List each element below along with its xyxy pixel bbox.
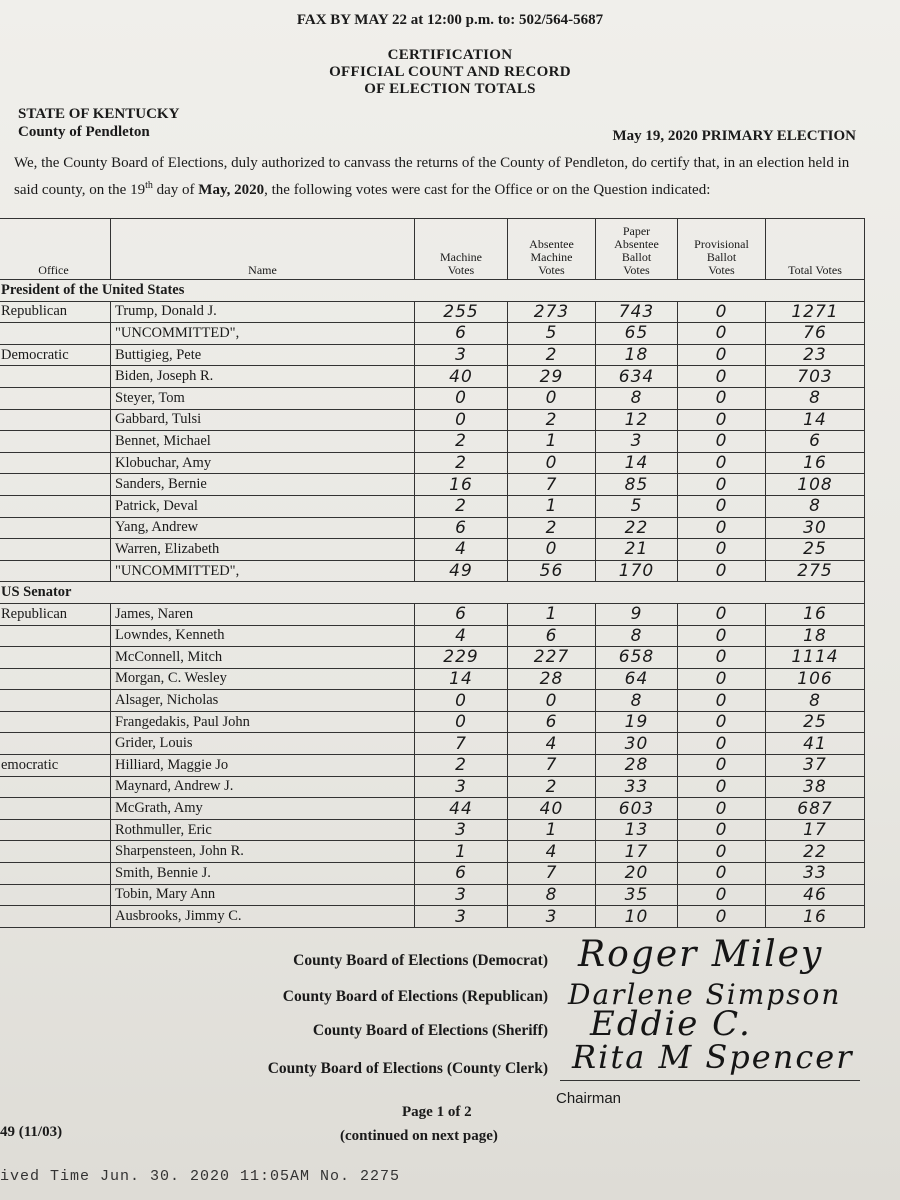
provisional-votes-cell: 0 <box>678 798 766 820</box>
signature-label-democrat: County Board of Elections (Democrat) <box>293 952 548 969</box>
table-row <box>0 776 865 798</box>
provisional-votes-cell: 0 <box>678 668 766 690</box>
candidate-name: Tobin, Mary Ann <box>111 884 415 906</box>
continued-note: (continued on next page) <box>340 1128 498 1144</box>
title-line-1: CERTIFICATION <box>387 47 513 63</box>
signature-county-clerk: Rita M Spencer <box>572 1038 854 1076</box>
absentee-machine-votes-cell: 3 <box>508 906 596 928</box>
provisional-votes-cell: 0 <box>678 409 766 431</box>
provisional-votes-cell: 0 <box>678 474 766 496</box>
paper-absentee-votes-cell: 8 <box>596 690 678 712</box>
party-cell <box>0 798 111 820</box>
party-cell: emocratic <box>0 755 111 777</box>
candidate-name: "UNCOMMITTED", <box>111 560 415 582</box>
provisional-votes-cell: 0 <box>678 733 766 755</box>
paper-absentee-votes-cell: 19 <box>596 711 678 733</box>
fax-instruction: FAX BY MAY 22 at 12:00 p.m. to: 502/564-5687 <box>296 12 604 28</box>
section-header-row <box>0 280 865 302</box>
table-row <box>0 387 865 409</box>
provisional-votes-cell: 0 <box>678 560 766 582</box>
paper-absentee-votes-cell: 64 <box>596 668 678 690</box>
absentee-machine-votes-cell: 0 <box>508 690 596 712</box>
title-line-3: OF ELECTION TOTALS <box>364 81 536 97</box>
total-votes-cell: 30 <box>766 517 865 539</box>
machine-votes-cell: 1 <box>415 841 508 863</box>
total-votes-cell: 41 <box>766 733 865 755</box>
party-cell <box>0 906 111 928</box>
absentee-machine-votes-cell: 4 <box>508 841 596 863</box>
table-row <box>0 625 865 647</box>
certification-statement <box>14 150 854 204</box>
paper-absentee-votes-cell: 28 <box>596 755 678 777</box>
machine-votes-cell: 6 <box>415 863 508 885</box>
table-row <box>0 301 865 323</box>
provisional-votes-cell: 0 <box>678 690 766 712</box>
absentee-machine-votes-cell: 1 <box>508 603 596 625</box>
paper-absentee-votes-cell: 18 <box>596 344 678 366</box>
candidate-name: Smith, Bennie J. <box>111 863 415 885</box>
machine-votes-cell: 16 <box>415 474 508 496</box>
absentee-machine-votes-cell: 6 <box>508 625 596 647</box>
absentee-machine-votes-cell: 2 <box>508 344 596 366</box>
state-name: STATE OF KENTUCKY <box>18 106 180 122</box>
provisional-votes-cell: 0 <box>678 387 766 409</box>
provisional-votes-cell: 0 <box>678 603 766 625</box>
total-votes-cell: 8 <box>766 495 865 517</box>
paper-absentee-votes-cell: 22 <box>596 517 678 539</box>
absentee-machine-votes-cell: 273 <box>508 301 596 323</box>
machine-votes-cell: 4 <box>415 625 508 647</box>
total-votes-cell: 76 <box>766 323 865 345</box>
absentee-machine-votes-cell: 227 <box>508 647 596 669</box>
machine-votes-cell: 2 <box>415 452 508 474</box>
table-row <box>0 863 865 885</box>
county-name: County of Pendleton <box>18 124 150 140</box>
absentee-machine-votes-cell: 29 <box>508 366 596 388</box>
party-cell <box>0 625 111 647</box>
paper-absentee-votes-cell: 3 <box>596 431 678 453</box>
absentee-machine-votes-cell: 7 <box>508 863 596 885</box>
absentee-machine-votes-cell: 28 <box>508 668 596 690</box>
total-votes-cell: 22 <box>766 841 865 863</box>
party-cell <box>0 539 111 561</box>
candidate-name: Rothmuller, Eric <box>111 819 415 841</box>
table-row <box>0 690 865 712</box>
table-row <box>0 603 865 625</box>
paper-absentee-votes-cell: 9 <box>596 603 678 625</box>
table-row <box>0 711 865 733</box>
absentee-machine-votes-cell: 1 <box>508 495 596 517</box>
provisional-votes-cell: 0 <box>678 344 766 366</box>
machine-votes-cell: 3 <box>415 906 508 928</box>
table-row <box>0 819 865 841</box>
party-cell <box>0 647 111 669</box>
total-votes-cell: 108 <box>766 474 865 496</box>
absentee-machine-votes-cell: 6 <box>508 711 596 733</box>
table-row <box>0 539 865 561</box>
election-name: May 19, 2020 PRIMARY ELECTION <box>612 128 856 144</box>
signature-sheriff: Eddie C. <box>590 1004 752 1044</box>
total-votes-cell: 23 <box>766 344 865 366</box>
absentee-machine-votes-cell: 7 <box>508 755 596 777</box>
total-votes-cell: 703 <box>766 366 865 388</box>
party-cell <box>0 560 111 582</box>
machine-votes-cell: 44 <box>415 798 508 820</box>
absentee-machine-votes-cell: 56 <box>508 560 596 582</box>
table-row <box>0 755 865 777</box>
signature-democrat: Roger Miley <box>578 934 824 975</box>
paper-absentee-votes-cell: 8 <box>596 387 678 409</box>
party-cell <box>0 452 111 474</box>
party-cell: Republican <box>0 603 111 625</box>
machine-votes-cell: 4 <box>415 539 508 561</box>
provisional-votes-cell: 0 <box>678 431 766 453</box>
signature-republican: Darlene Simpson <box>568 978 842 1011</box>
section-title: US Senator <box>0 582 865 604</box>
candidate-name: Hilliard, Maggie Jo <box>111 755 415 777</box>
party-cell <box>0 431 111 453</box>
party-cell <box>0 323 111 345</box>
machine-votes-cell: 229 <box>415 647 508 669</box>
paper-absentee-votes-cell: 35 <box>596 884 678 906</box>
paper-absentee-votes-cell: 17 <box>596 841 678 863</box>
party-cell <box>0 668 111 690</box>
vote-table-body <box>0 280 865 928</box>
total-votes-cell: 16 <box>766 603 865 625</box>
total-votes-cell: 38 <box>766 776 865 798</box>
header-absentee-machine-votes: Absentee Machine Votes <box>508 219 596 280</box>
table-row <box>0 452 865 474</box>
provisional-votes-cell: 0 <box>678 755 766 777</box>
machine-votes-cell: 3 <box>415 884 508 906</box>
absentee-machine-votes-cell: 8 <box>508 884 596 906</box>
table-row <box>0 409 865 431</box>
provisional-votes-cell: 0 <box>678 323 766 345</box>
paper-absentee-votes-cell: 12 <box>596 409 678 431</box>
party-cell <box>0 884 111 906</box>
machine-votes-cell: 0 <box>415 711 508 733</box>
total-votes-cell: 6 <box>766 431 865 453</box>
machine-votes-cell: 0 <box>415 690 508 712</box>
candidate-name: Morgan, C. Wesley <box>111 668 415 690</box>
candidate-name: Steyer, Tom <box>111 387 415 409</box>
total-votes-cell: 687 <box>766 798 865 820</box>
vote-totals-table <box>0 218 865 928</box>
machine-votes-cell: 2 <box>415 431 508 453</box>
machine-votes-cell: 6 <box>415 517 508 539</box>
absentee-machine-votes-cell: 2 <box>508 409 596 431</box>
machine-votes-cell: 40 <box>415 366 508 388</box>
provisional-votes-cell: 0 <box>678 841 766 863</box>
total-votes-cell: 1114 <box>766 647 865 669</box>
total-votes-cell: 8 <box>766 690 865 712</box>
candidate-name: Biden, Joseph R. <box>111 366 415 388</box>
total-votes-cell: 25 <box>766 539 865 561</box>
table-row <box>0 431 865 453</box>
candidate-name: McConnell, Mitch <box>111 647 415 669</box>
statement-month: May, 2020 <box>198 182 265 198</box>
party-cell: Democratic <box>0 344 111 366</box>
table-row <box>0 798 865 820</box>
paper-absentee-votes-cell: 658 <box>596 647 678 669</box>
table-row <box>0 517 865 539</box>
table-row <box>0 560 865 582</box>
form-number: 49 (11/03) <box>0 1124 63 1140</box>
signature-label-county-clerk: County Board of Elections (County Clerk) <box>267 1060 548 1077</box>
machine-votes-cell: 3 <box>415 344 508 366</box>
total-votes-cell: 17 <box>766 819 865 841</box>
total-votes-cell: 37 <box>766 755 865 777</box>
paper-absentee-votes-cell: 743 <box>596 301 678 323</box>
total-votes-cell: 16 <box>766 452 865 474</box>
provisional-votes-cell: 0 <box>678 884 766 906</box>
total-votes-cell: 18 <box>766 625 865 647</box>
party-cell <box>0 474 111 496</box>
provisional-votes-cell: 0 <box>678 776 766 798</box>
candidate-name: Lowndes, Kenneth <box>111 625 415 647</box>
statement-text-2: day of <box>152 182 199 198</box>
machine-votes-cell: 6 <box>415 603 508 625</box>
absentee-machine-votes-cell: 1 <box>508 819 596 841</box>
candidate-name: Patrick, Deval <box>111 495 415 517</box>
header-name: Name <box>111 219 415 280</box>
candidate-name: Bennet, Michael <box>111 431 415 453</box>
table-row <box>0 323 865 345</box>
absentee-machine-votes-cell: 0 <box>508 539 596 561</box>
absentee-machine-votes-cell: 4 <box>508 733 596 755</box>
provisional-votes-cell: 0 <box>678 539 766 561</box>
paper-absentee-votes-cell: 20 <box>596 863 678 885</box>
paper-absentee-votes-cell: 65 <box>596 323 678 345</box>
table-row <box>0 474 865 496</box>
candidate-name: Frangedakis, Paul John <box>111 711 415 733</box>
header-paper-absentee-votes: Paper Absentee Ballot Votes <box>596 219 678 280</box>
provisional-votes-cell: 0 <box>678 819 766 841</box>
paper-absentee-votes-cell: 13 <box>596 819 678 841</box>
page-number: Page 1 of 2 <box>402 1104 472 1120</box>
provisional-votes-cell: 0 <box>678 495 766 517</box>
absentee-machine-votes-cell: 0 <box>508 387 596 409</box>
party-cell <box>0 495 111 517</box>
table-row <box>0 647 865 669</box>
table-row <box>0 884 865 906</box>
total-votes-cell: 33 <box>766 863 865 885</box>
party-cell <box>0 387 111 409</box>
chairman-label: Chairman <box>556 1090 622 1107</box>
fax-received-stamp: ived Time Jun. 30. 2020 11:05AM No. 2275 <box>0 1168 401 1185</box>
statement-superscript: th <box>145 180 153 191</box>
party-cell <box>0 776 111 798</box>
absentee-machine-votes-cell: 2 <box>508 776 596 798</box>
candidate-name: Yang, Andrew <box>111 517 415 539</box>
total-votes-cell: 14 <box>766 409 865 431</box>
header-total-votes: Total Votes <box>766 219 865 280</box>
paper-absentee-votes-cell: 170 <box>596 560 678 582</box>
party-cell <box>0 819 111 841</box>
machine-votes-cell: 3 <box>415 776 508 798</box>
absentee-machine-votes-cell: 1 <box>508 431 596 453</box>
machine-votes-cell: 255 <box>415 301 508 323</box>
candidate-name: Grider, Louis <box>111 733 415 755</box>
provisional-votes-cell: 0 <box>678 452 766 474</box>
machine-votes-cell: 7 <box>415 733 508 755</box>
paper-absentee-votes-cell: 85 <box>596 474 678 496</box>
signature-label-republican: County Board of Elections (Republican) <box>282 988 548 1005</box>
candidate-name: Klobuchar, Amy <box>111 452 415 474</box>
total-votes-cell: 16 <box>766 906 865 928</box>
party-cell <box>0 841 111 863</box>
paper-absentee-votes-cell: 14 <box>596 452 678 474</box>
paper-absentee-votes-cell: 30 <box>596 733 678 755</box>
header-machine-votes: Machine Votes <box>415 219 508 280</box>
candidate-name: James, Naren <box>111 603 415 625</box>
provisional-votes-cell: 0 <box>678 906 766 928</box>
candidate-name: Trump, Donald J. <box>111 301 415 323</box>
table-row <box>0 344 865 366</box>
paper-absentee-votes-cell: 21 <box>596 539 678 561</box>
machine-votes-cell: 6 <box>415 323 508 345</box>
machine-votes-cell: 49 <box>415 560 508 582</box>
table-row <box>0 366 865 388</box>
table-row <box>0 841 865 863</box>
absentee-machine-votes-cell: 40 <box>508 798 596 820</box>
machine-votes-cell: 0 <box>415 387 508 409</box>
table-row <box>0 906 865 928</box>
machine-votes-cell: 3 <box>415 819 508 841</box>
table-row <box>0 668 865 690</box>
candidate-name: Alsager, Nicholas <box>111 690 415 712</box>
header-office: Office <box>0 219 111 280</box>
table-row <box>0 733 865 755</box>
statement-text-1: We, the County Board of Elections, duly authorized to canvass the returns of the County of Pendleton, do certify that, in an election held in said county, on the 19 <box>14 155 850 198</box>
provisional-votes-cell: 0 <box>678 711 766 733</box>
provisional-votes-cell: 0 <box>678 647 766 669</box>
candidate-name: Warren, Elizabeth <box>111 539 415 561</box>
machine-votes-cell: 0 <box>415 409 508 431</box>
candidate-name: McGrath, Amy <box>111 798 415 820</box>
section-header-row <box>0 582 865 604</box>
total-votes-cell: 8 <box>766 387 865 409</box>
total-votes-cell: 46 <box>766 884 865 906</box>
paper-absentee-votes-cell: 10 <box>596 906 678 928</box>
machine-votes-cell: 14 <box>415 668 508 690</box>
party-cell <box>0 409 111 431</box>
provisional-votes-cell: 0 <box>678 366 766 388</box>
absentee-machine-votes-cell: 2 <box>508 517 596 539</box>
party-cell <box>0 690 111 712</box>
signature-label-sheriff: County Board of Elections (Sheriff) <box>312 1022 548 1039</box>
paper-absentee-votes-cell: 8 <box>596 625 678 647</box>
candidate-name: Ausbrooks, Jimmy C. <box>111 906 415 928</box>
total-votes-cell: 25 <box>766 711 865 733</box>
provisional-votes-cell: 0 <box>678 517 766 539</box>
party-cell: Republican <box>0 301 111 323</box>
candidate-name: Sharpensteen, John R. <box>111 841 415 863</box>
absentee-machine-votes-cell: 0 <box>508 452 596 474</box>
header-provisional-votes: Provisional Ballot Votes <box>678 219 766 280</box>
total-votes-cell: 106 <box>766 668 865 690</box>
provisional-votes-cell: 0 <box>678 301 766 323</box>
total-votes-cell: 275 <box>766 560 865 582</box>
section-title: President of the United States <box>0 280 865 302</box>
party-cell <box>0 733 111 755</box>
provisional-votes-cell: 0 <box>678 625 766 647</box>
party-cell <box>0 711 111 733</box>
statement-text-3: , the following votes were cast for the Office or on the Question indicated: <box>264 182 711 198</box>
candidate-name: "UNCOMMITTED", <box>111 323 415 345</box>
absentee-machine-votes-cell: 7 <box>508 474 596 496</box>
paper-absentee-votes-cell: 603 <box>596 798 678 820</box>
total-votes-cell: 1271 <box>766 301 865 323</box>
absentee-machine-votes-cell: 5 <box>508 323 596 345</box>
party-cell <box>0 517 111 539</box>
party-cell <box>0 366 111 388</box>
machine-votes-cell: 2 <box>415 755 508 777</box>
candidate-name: Buttigieg, Pete <box>111 344 415 366</box>
paper-absentee-votes-cell: 33 <box>596 776 678 798</box>
party-cell <box>0 863 111 885</box>
table-row <box>0 495 865 517</box>
provisional-votes-cell: 0 <box>678 863 766 885</box>
machine-votes-cell: 2 <box>415 495 508 517</box>
paper-absentee-votes-cell: 634 <box>596 366 678 388</box>
title-line-2: OFFICIAL COUNT AND RECORD <box>329 64 571 80</box>
candidate-name: Maynard, Andrew J. <box>111 776 415 798</box>
candidate-name: Sanders, Bernie <box>111 474 415 496</box>
candidate-name: Gabbard, Tulsi <box>111 409 415 431</box>
signature-line <box>560 1080 860 1081</box>
paper-absentee-votes-cell: 5 <box>596 495 678 517</box>
